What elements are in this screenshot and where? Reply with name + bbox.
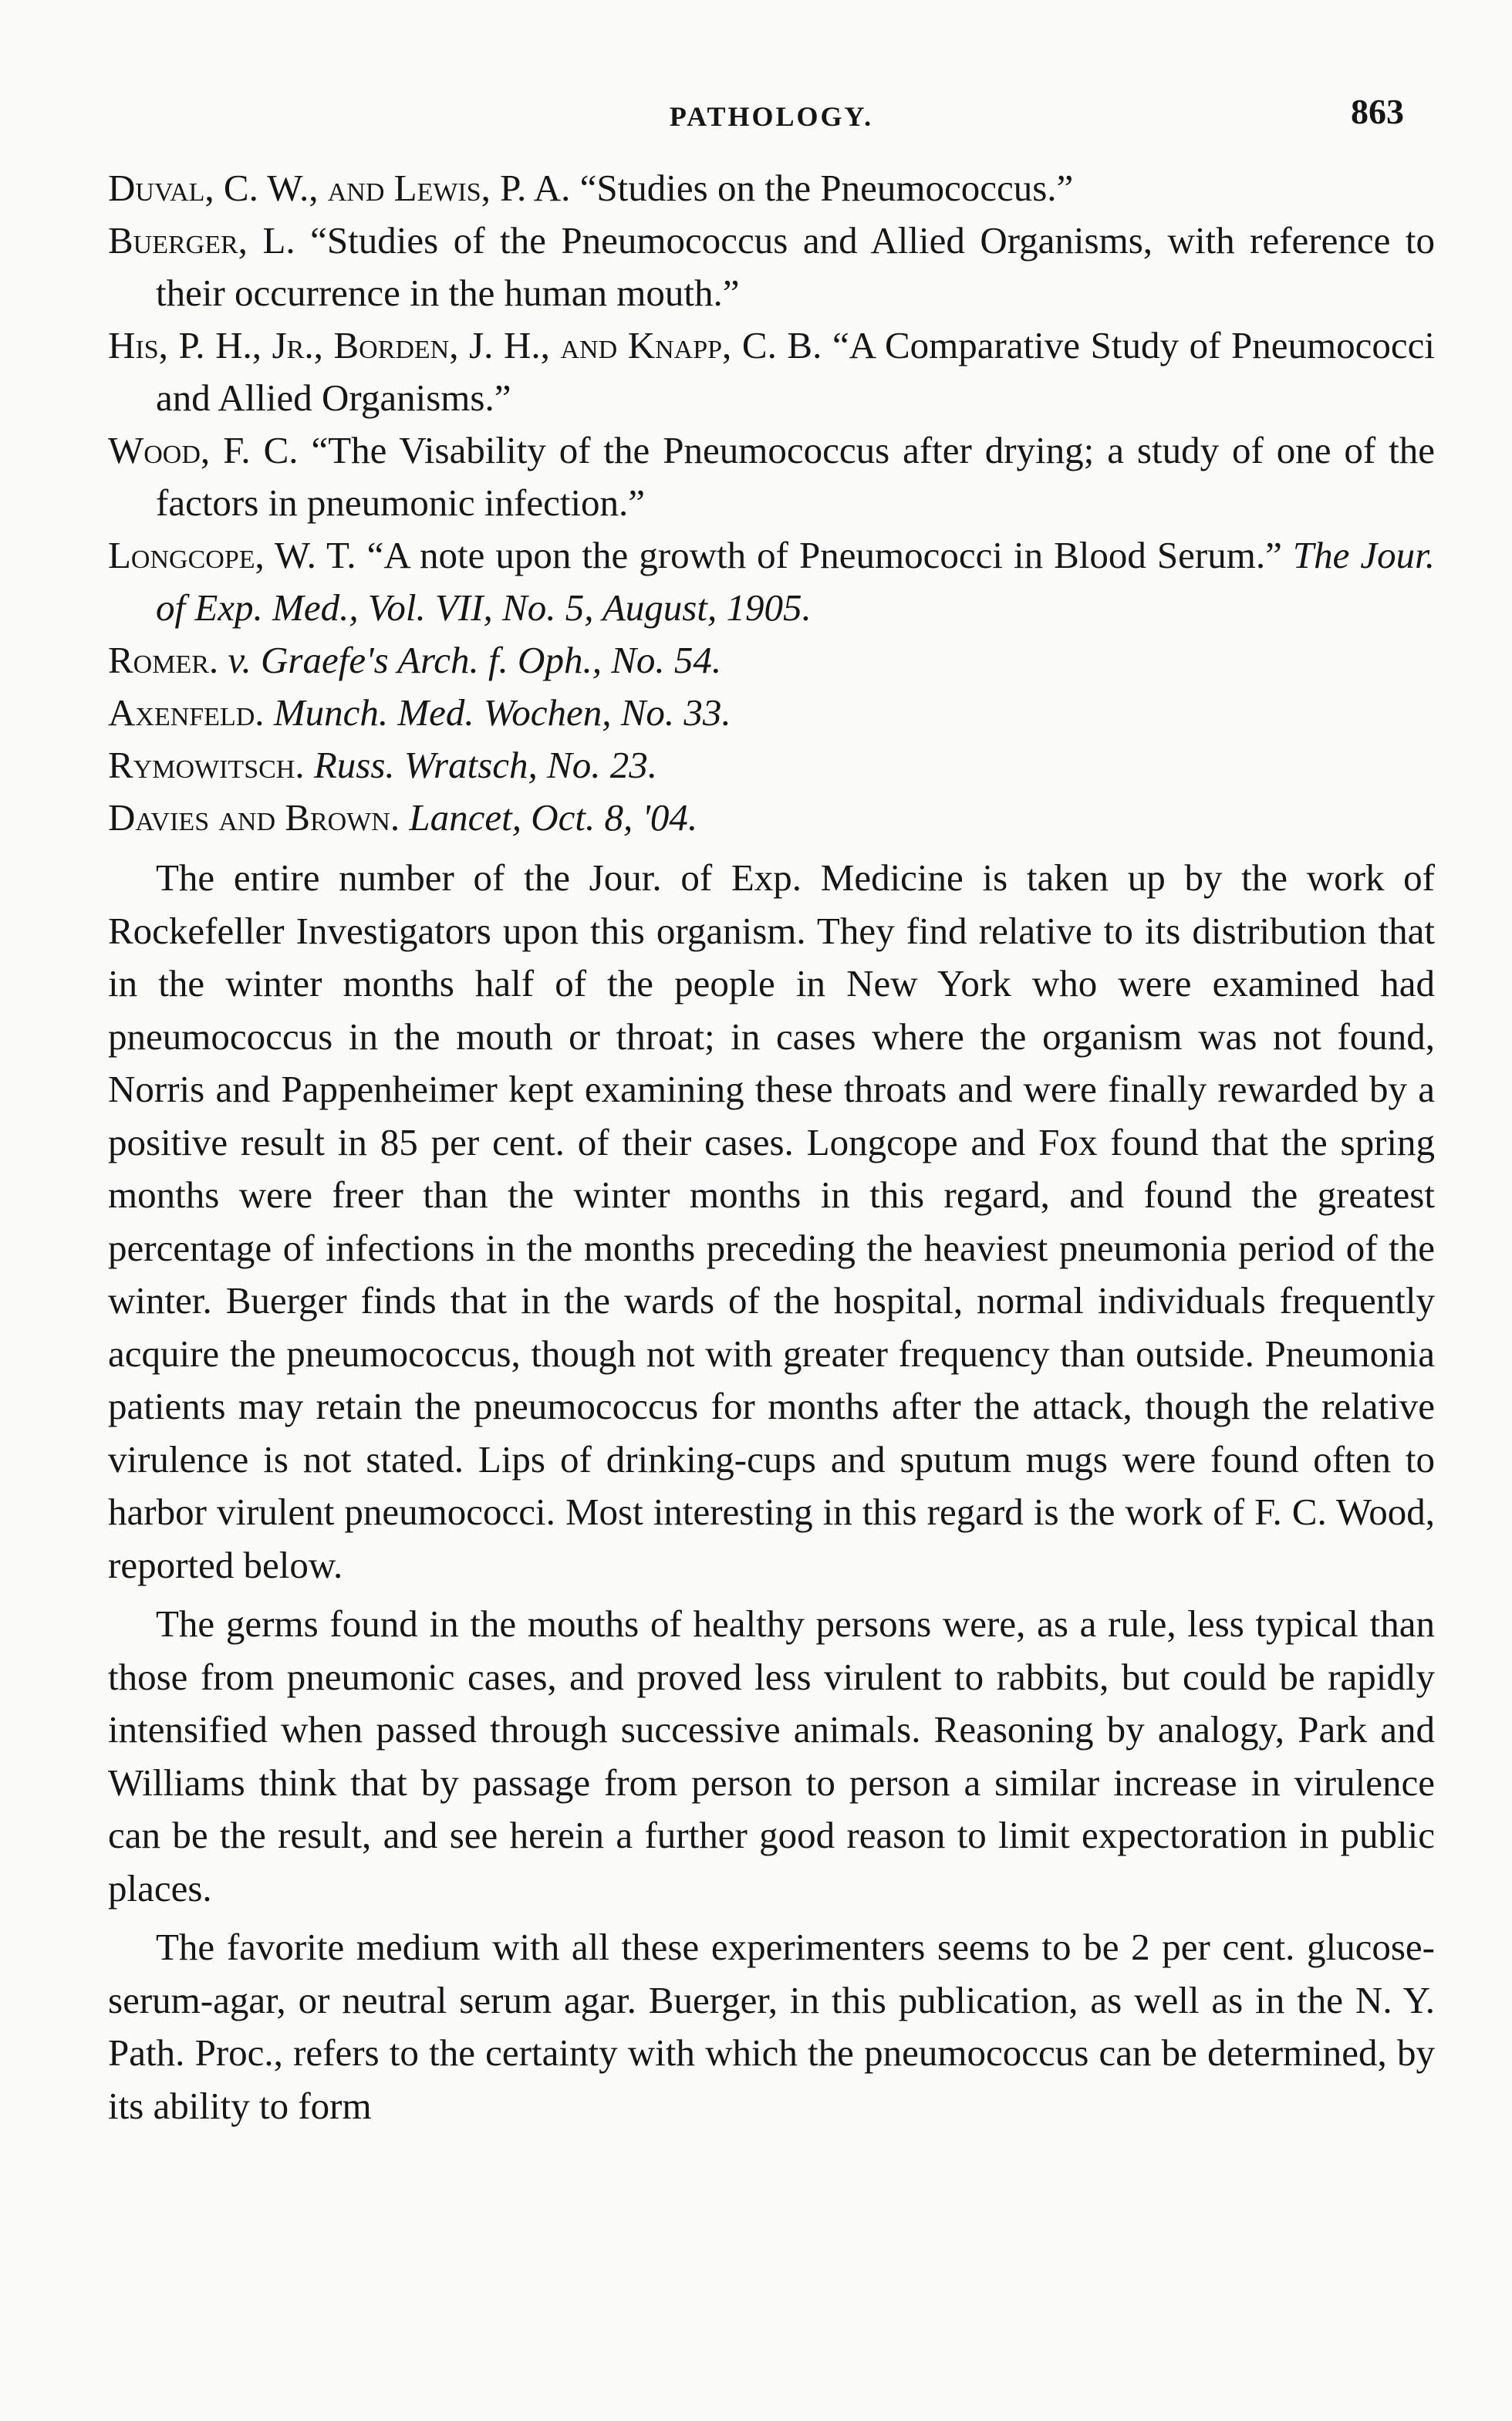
reference-title: “A Comparative Study of Pneumococci and Allied Organisms.” xyxy=(156,324,1435,419)
reference-title: “Studies of the Pneumococcus and Allied Organisms, with reference to their occurrence in the human mouth.” xyxy=(156,219,1435,314)
reference-entry xyxy=(108,739,1435,792)
reference-entry xyxy=(108,424,1435,529)
reference-entry xyxy=(108,687,1435,739)
reference-title: “A note upon the growth of Pneumococci in Blood Serum.” xyxy=(366,534,1282,576)
reference-source: v. Graefe's Arch. f. Oph., No. 54. xyxy=(228,639,722,681)
body-paragraph: The germs found in the mouths of healthy persons were, as a rule, less typical than those from pneumonic cases, and proved less virulent to rabbits, but could be rapidly intensified when passed through successive animals. Reasoning by analogy, Park and Williams think that by passage from person to person a similar increase in virulence can be the result, and see herein a further good reason to limit expectoration in public places. xyxy=(108,1602,1435,1909)
reference-list xyxy=(108,162,1435,844)
reference-authors: Longcope, W. T. xyxy=(108,534,356,576)
reference-entry xyxy=(108,529,1435,634)
reference-authors: Axenfeld. xyxy=(108,691,265,734)
reference-source: Lancet, Oct. 8, '04. xyxy=(409,796,698,839)
reference-title: “The Visability of the Pneumococcus after drying; a study of one of the factors in pneumonic infection.” xyxy=(156,429,1436,524)
reference-authors: Wood, F. C. xyxy=(108,429,299,471)
reference-entry xyxy=(108,792,1435,844)
running-title: PATHOLOGY. xyxy=(669,101,874,132)
reference-source: The Jour. of Exp. Med., Vol. VII, No. 5, August, 1905. xyxy=(156,534,1435,629)
page-number: 863 xyxy=(1351,92,1404,131)
reference-entry xyxy=(108,319,1435,424)
reference-entry xyxy=(108,634,1435,687)
reference-authors: Duval, C. W., and Lewis, P. A. xyxy=(108,167,571,209)
reference-authors: Romer. xyxy=(108,639,219,681)
reference-source: Munch. Med. Wochen, No. 33. xyxy=(273,691,731,734)
reference-title: “Studies on the Pneumococcus.” xyxy=(579,167,1074,209)
reference-source: Russ. Wratsch, No. 23. xyxy=(313,744,657,786)
body-paragraph: The favorite medium with all these experimenters seems to be 2 per cent. glucose-serum-agar, or neutral serum agar. Buerger, in this publication, as well as in the N. Y. Path. Proc., refers to the certainty with which the pneumococcus can be determined, by its ability to form xyxy=(108,1926,1435,2127)
reference-authors: Davies and Brown. xyxy=(108,796,400,839)
reference-authors: Buerger, L. xyxy=(108,219,295,262)
body-paragraph: The entire number of the Jour. of Exp. Medicine is taken up by the work of Rockefeller Investigators upon this organism. They find relative to its distribution that in the winter months half of the people in New York who were examined had pneumococcus in the mouth or throat; in cases where the organism was not found, Norris and Pappenheimer kept examining these throats and were finally rewarded by a positive result in 85 per cent. of their cases. Longcope and Fox found that the spring months were freer than the winter months in this regard, and found the greatest percentage of infections in the months preceding the heaviest pneumonia period of the winter. Buerger finds that in the wards of the hospital, normal individuals frequently acquire the pneumococcus, though not with greater frequency than outside. Pneumonia patients may retain the pneumococcus for months after the attack, though the relative virulence is not stated. Lips of drinking-cups and sputum mugs were found often to harbor virulent pneumococci. Most interesting in this regard is the work of F. C. Wood, reported below. xyxy=(108,856,1435,1586)
reference-authors: His, P. H., Jr., Borden, J. H., and Knapp, C. B. xyxy=(108,324,822,366)
reference-entry xyxy=(108,162,1435,214)
running-head xyxy=(108,91,1435,145)
reference-entry xyxy=(108,214,1435,319)
reference-authors: Rymowitsch. xyxy=(108,744,305,786)
